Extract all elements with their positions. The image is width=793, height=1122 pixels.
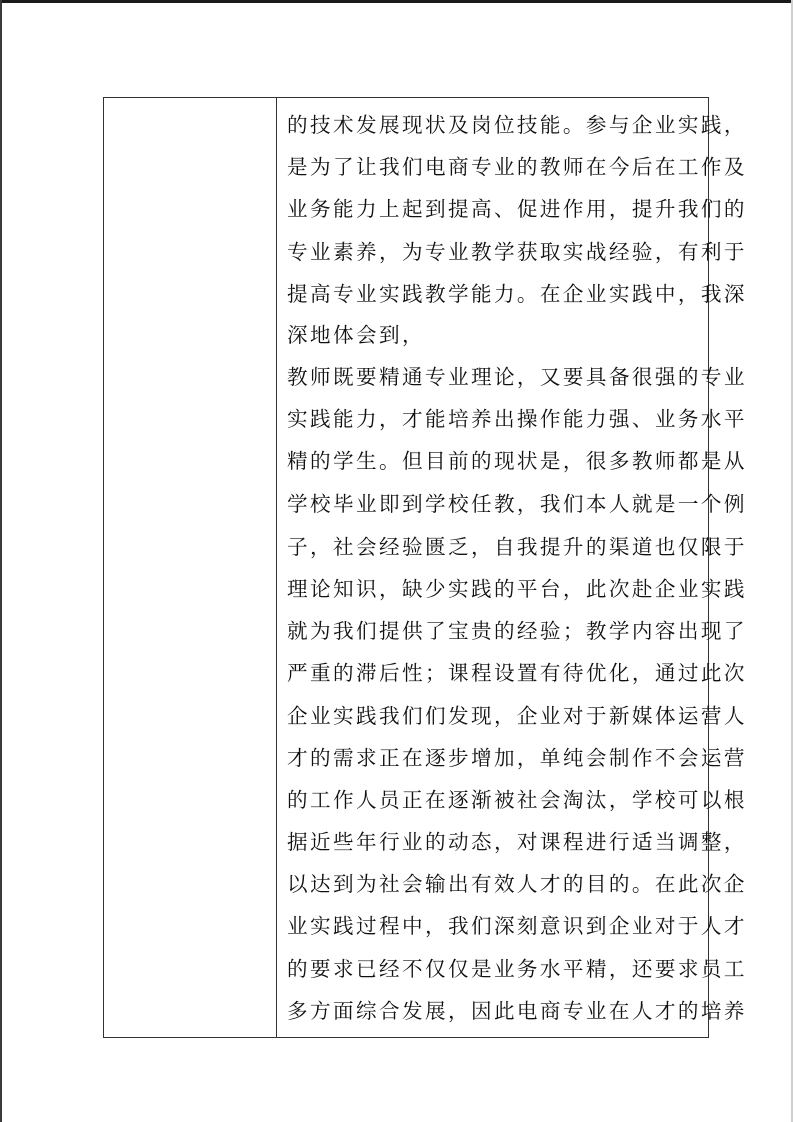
- text-line: 就为我们提供了宝贵的经验；教学内容出现了: [287, 619, 747, 643]
- form-table: [103, 97, 747, 1038]
- text-line: 业务能力上起到提高、促进作用，提升我们的: [287, 197, 747, 221]
- text-line: 子，社会经验匮乏，自我提升的渠道也仅限于: [287, 535, 747, 559]
- text-line: 的工作人员正在逐渐被社会淘汰，学校可以根: [287, 788, 747, 812]
- text-line: 教师既要精通专业理论，又要具备很强的专业: [287, 365, 747, 389]
- text-line: 的要求已经不仅仅是业务水平精，还要求员工: [287, 957, 747, 981]
- text-line: 实践能力，才能培养出操作能力强、业务水平: [287, 407, 747, 431]
- text-line: 企业实践我们们发现，企业对于新媒体运营人: [287, 704, 747, 728]
- text-line: 理论知识，缺少实践的平台，此次赴企业实践: [287, 577, 747, 601]
- scan-top-edge: [0, 0, 793, 3]
- text-line: 精的学生。但目前的现状是，很多教师都是从: [287, 449, 747, 473]
- text-line: 才的需求正在逐步增加，单纯会制作不会运营: [287, 746, 747, 770]
- scan-left-edge: [0, 0, 2, 1122]
- text-line: 的技术发展现状及岗位技能。参与企业实践，: [287, 113, 747, 137]
- text-line: 学校毕业即到学校任教，我们本人就是一个例: [287, 492, 747, 516]
- text-line: 多方面综合发展，因此电商专业在人才的培养: [287, 999, 747, 1023]
- text-line: 专业素养，为专业教学获取实战经验，有利于: [287, 240, 747, 264]
- text-line: 以达到为社会输出有效人才的目的。在此次企: [287, 872, 747, 896]
- text-line: 深地体会到，: [287, 323, 425, 347]
- text-line: 提高专业实践教学能力。在企业实践中，我深: [287, 282, 747, 306]
- content-cell: [277, 98, 747, 1037]
- text-line: 业实践过程中，我们深刻意识到企业对于人才: [287, 914, 747, 938]
- text-line: 严重的滞后性；课程设置有待优化，通过此次: [287, 661, 747, 685]
- text-line: 据近些年行业的动态，对课程进行适当调整，: [287, 830, 747, 854]
- text-line: 是为了让我们电商专业的教师在今后在工作及: [287, 155, 747, 179]
